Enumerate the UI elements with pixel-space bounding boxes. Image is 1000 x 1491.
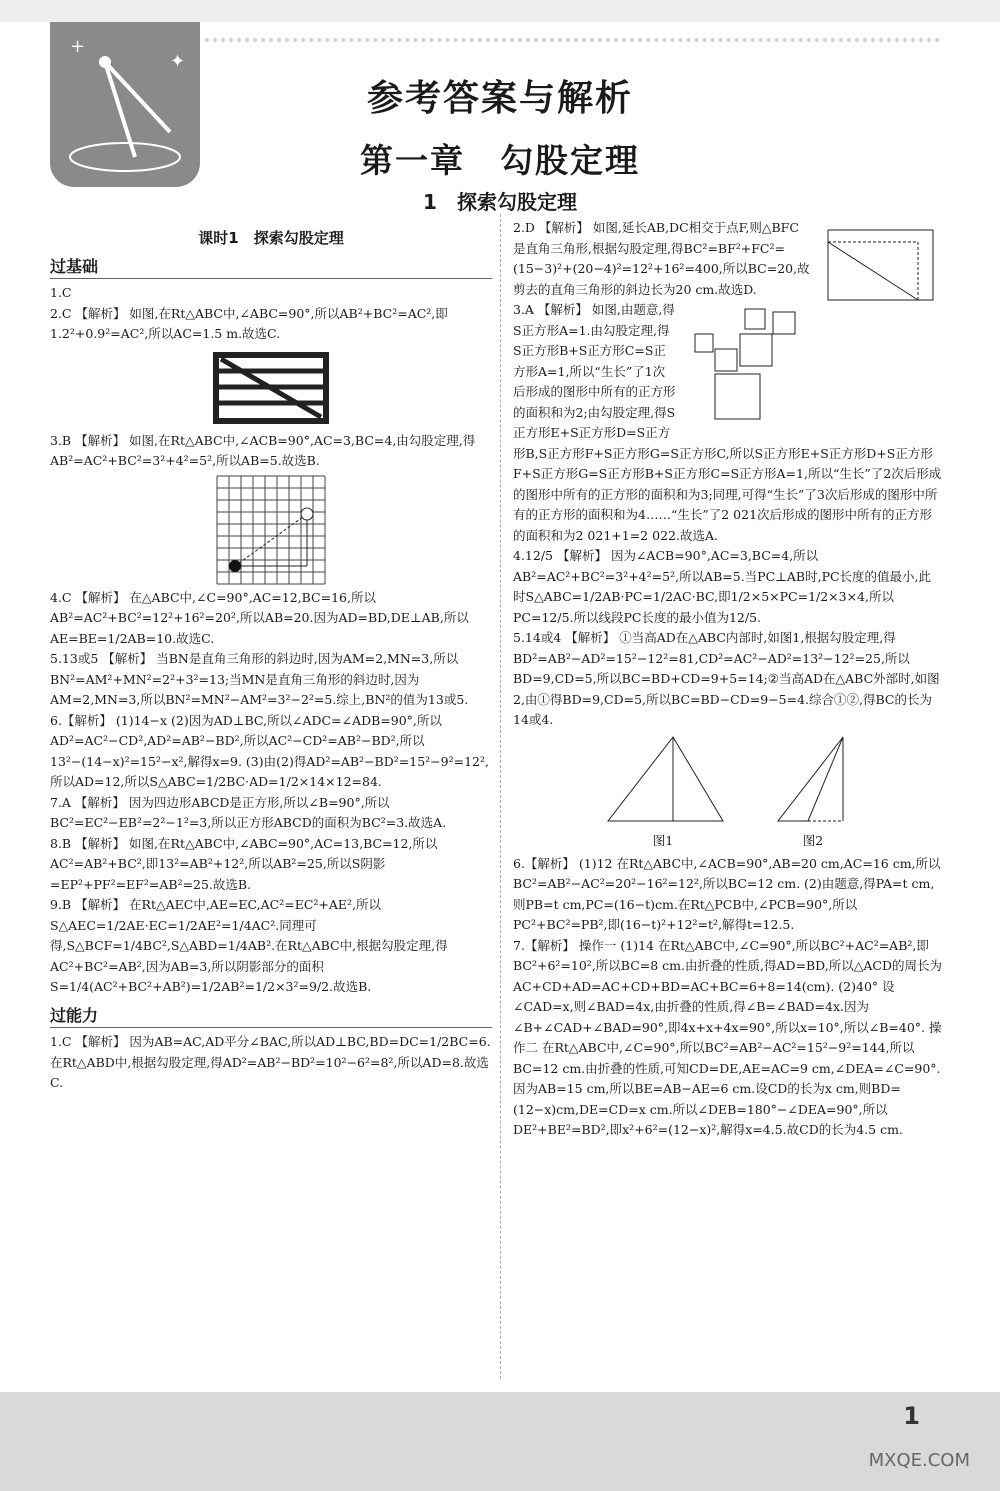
watermark-text: MXQE.COM (868, 1450, 970, 1471)
grid-figure (215, 474, 327, 586)
answer-item: 9.B 【解析】 在Rt△AEC中,AE=EC,AC²=EC²+AE²,所以S△AEC=1/2AE·EC=1/2AE²=1/4AC².同理可得,S△BCF=1/4BC²,S△ABD=1/4AB².在Rt△ABC中,根据勾股定理,得AC²+BC²=AB²,因为AB=3,所以阴影部分的面积S=1/4(AC²+BC²+AB²)=1/2AB²=1/2×3²=9/2.故选B. (50, 897, 448, 994)
answer-item: 1.C 【解析】 因为AB=AC,AD平分∠BAC,所以AD⊥BC,BD=DC=1/2BC=6.在Rt△ABD中,根据勾股定理,得AD²=AB²−BD²=10²−6²=8²,所以AD=8.故选C. (50, 1034, 491, 1090)
answer-item: 1.C (50, 285, 72, 300)
right-column (513, 218, 943, 1141)
figure-1-caption: 图1 (652, 833, 674, 848)
triangle-figures (513, 733, 943, 852)
answer-item: 7.A 【解析】 因为四边形ABCD是正方形,所以∠B=90°,所以BC²=EC²−EB²=2²−1²=3,所以正方形ABCD的面积为BC²=3.故选A. (50, 794, 447, 830)
answer-item: 8.B 【解析】 如图,在Rt△ABC中,∠ABC=90°,AC=13,BC=12,所以AC²=AB²+BC²,即13²=AB²+12²,所以AB²=25,所以S阴影=EP²+PF²=EF²=AB²=25.故选B. (50, 835, 438, 892)
page-title: 参考答案与解析 (366, 78, 633, 119)
answer-item: 4.12/5 【解析】 因为∠ACB=90°,AC=3,BC=4,所以AB²=AC²+BC²=3²+4²=5²,所以AB=5.当PC⊥AB时,PC长度的值最小,此时S△ABC=1/2AB·PC=1/2AC·BC,即1/2×5×PC=1/2×3×4,所以PC=12/5.所以线段PC长度的最小值为12/5. (513, 548, 932, 625)
gate-figure (206, 347, 336, 429)
answer-item: 6.【解析】 (1)14−x (2)因为AD⊥BC,所以∠ADC=∠ADB=90°,所以AD²=AC²−CD²,AD²=AB²−BD²,所以AC²−CD²=AB²−BD²,所以13²−(14−x)²=15²−x²,解得x=9. (3)由(2)得AD²=AB²−BD²=15²−9²=12²,所以AD=12,所以S△ABC=1/2BC·AD=1/2×14×12=84. (50, 712, 489, 789)
answer-item: 4.C 【解析】 在△ABC中,∠C=90°,AC=12,BC=16,所以AB²=AC²+BC²=12²+16²=20²,所以AB=20.因为AD=BD,DE⊥AB,所以AE=BE=1/2AB=10.故选C. (50, 589, 469, 646)
left-column (50, 226, 492, 1094)
lesson-heading: 课时1 探索勾股定理 (198, 229, 344, 247)
section-title: 1 探索勾股定理 (423, 190, 577, 214)
answer-item: 6.【解析】 (1)12 在Rt△ABC中,∠ACB=90°,AB=20 cm,AC=16 cm,所以BC²=AB²−AC²=20²−16²=12²,所以BC=12 cm. (2)由题意,得PA=t cm,则PB=t cm,PC=(16−t)cm.在Rt△PCB中,∠PCB=90°,所以PC²+BC²=PB²,即(16−t)²+12²=t²,解得t=12.5. (513, 855, 941, 932)
answer-item: 7.【解析】 操作一 (1)14 在Rt△ABC中,∠C=90°,所以BC²+AC²=AB²,即BC²+6²=10²,所以BC=8 cm.由折叠的性质,得AD=BD,所以△ACD的周长为AC+CD+AD=AC+CD+BD=AC+BC=6+8=14(cm). (2)40° 设∠CAD=x,则∠BAD=4x,由折叠的性质,得∠B=∠BAD=4x.因为∠B+∠CAD+∠BAD=90°,即4x+x+4x=90°,所以x=10°,所以∠B=40°. 操作二 在Rt△ABC中,∠C=90°,所以BC²=AB²−AC²=15²−9²=144,所以BC=12 cm.由折叠的性质,可知CD=DE,AE=AC=9 cm,∠DEA=∠C=90°.因为AB=15 cm,所以BE=AB−AE=6 cm.设CD的长为x cm,则BD=(12−x)cm,DE=CD=x cm.所以∠DEB=180°−∠DEA=90°,所以DE²+BE²=BD²,即x²+6²=(12−x)²,解得x=4.5.故CD的长为4.5 cm. (513, 937, 942, 1137)
svg-text:+: + (70, 36, 86, 57)
pythagoras-tree-figure (685, 304, 810, 429)
top-strip (0, 0, 1000, 22)
svg-text:✦: ✦ (170, 51, 186, 72)
cut-rectangle-figure (818, 220, 943, 308)
answer-item: 2.C 【解析】 如图,在Rt△ABC中,∠ABC=90°,所以AB²+BC²=AC²,即1.2²+0.9²=AC²,所以AC=1.5 m.故选C. (50, 305, 448, 341)
triangle-figure-1 (598, 733, 728, 825)
answer-item: 3.A 【解析】 如图,由题意,得S正方形A=1.由勾股定理,得S正方形B+S正方形C=S正方形A=1,所以“生长”了1次后形成的图形中所有的正方形的面积和为2;由勾股定理,得S正方形E+S正方形D=S正方形B,S正方形F+S正方形G=S正方形C,所以S正方形E+S正方形D+S正方形F+S正方形G=S正方形B+S正方形C=S正方形A=1,所以“生长”了2次后形成的图形中所有的正方形的面积和为3;同理,可得“生长”了3次后形成的图形中所有的正方形的面积和为4……“生长”了2 021次后形成的图形中所有的正方形的面积和为2 021+1=2 022.故选A. (513, 302, 942, 543)
dotted-rule (205, 38, 940, 50)
page-number: 1 (903, 1402, 920, 1430)
figure-2-caption: 图2 (802, 833, 824, 848)
answer-item: 5.13或5 【解析】 当BN是直角三角形的斜边时,因为AM=2,MN=3,所以BN²=AM²+MN²=2²+3²=13;当MN是直角三角形的斜边时,因为AM=2,MN=3,所以BN²=MN²−AM²=3²−2²=5.综上,BN²的值为13或5. (50, 651, 469, 707)
footer-band (0, 1392, 1000, 1491)
column-divider (500, 214, 501, 1379)
section-ability: 过能力 (50, 1006, 492, 1029)
triangle-figure-2 (768, 733, 858, 825)
answer-item: 2.D 【解析】 如图,延长AB,DC相交于点F,则△BFC是直角三角形,根据勾股定理,得BC²=BF²+FC²=(15−3)²+(20−4)²=12²+16²=400,所以BC=20,故剪去的直角三角形的斜边长为20 cm.故选D. (513, 220, 810, 297)
answer-item: 3.B 【解析】 如图,在Rt△ABC中,∠ACB=90°,AC=3,BC=4,由勾股定理,得AB²=AC²+BC²=3²+4²=5²,所以AB=5.故选B. (50, 432, 476, 468)
section-basic: 过基础 (50, 257, 492, 280)
chapter-title: 第一章 勾股定理 (360, 141, 640, 180)
answer-item: 5.14或4 【解析】 ①当高AD在△ABC内部时,如图1,根据勾股定理,得BD²=AB²−AD²=15²−12²=81,CD²=AC²−AD²=13²−12²=25,所以BD=9,CD=5,所以BC=BD+CD=9+5=14;②当高AD在△ABC外部时,如图2,由①得BD=9,CD=5,所以BC=BD−CD=9−5=4.综合①②,得BC的长为14或4. (513, 630, 940, 727)
